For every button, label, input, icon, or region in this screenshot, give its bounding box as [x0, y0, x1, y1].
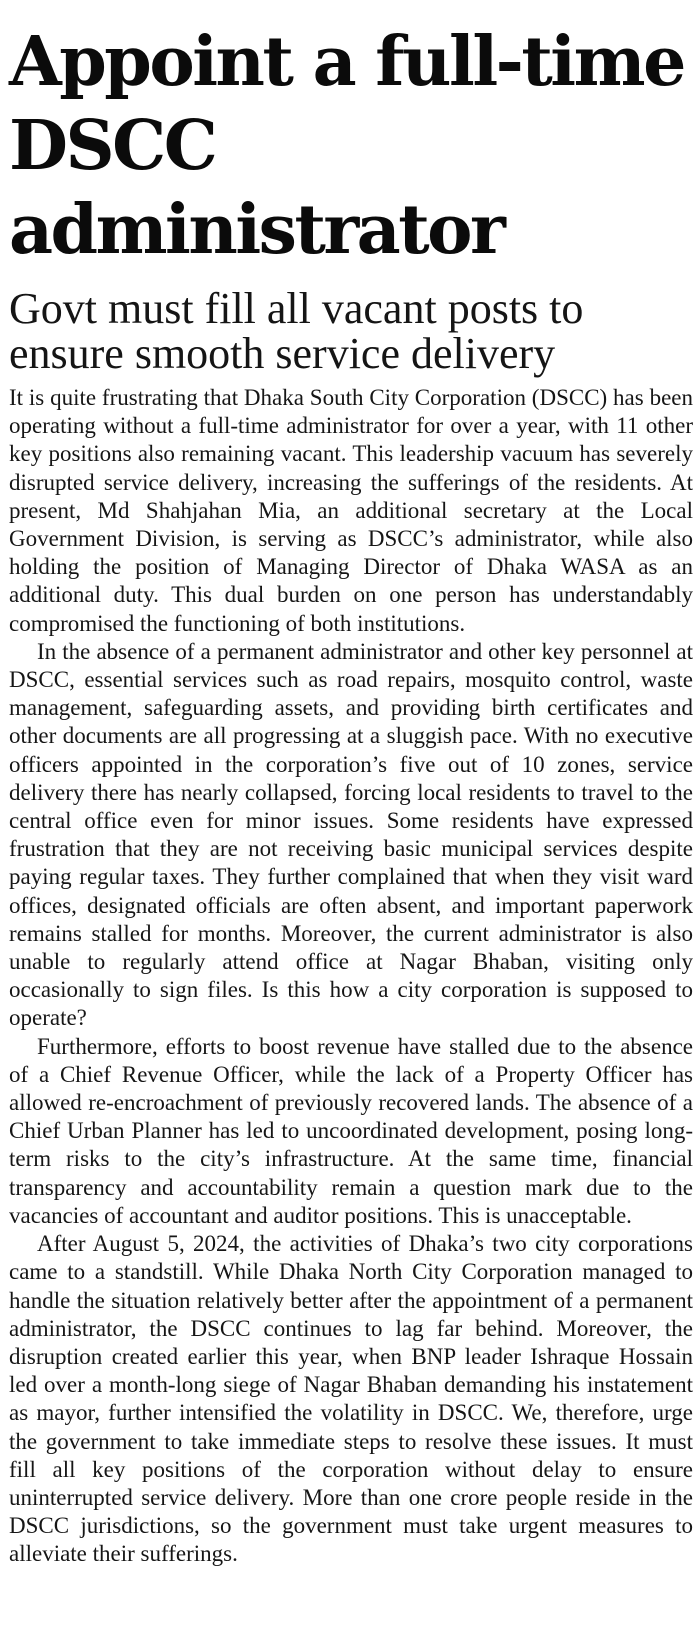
subheadline: Govt must fill all vacant posts to ensure smooth service delivery [9, 284, 584, 378]
headline: Appoint a full-time DSCC administrator [9, 22, 684, 270]
editorial-article [9, 20, 693, 1569]
paragraph-4: After August 5, 2024, the activities of Dhaka’s two city corporations came to a standstill. While Dhaka North City Corporation managed to handle the situation relatively better after the appointment of a permanent administrator, the DSCC continues to lag far behind. Moreover, the disruption created earlier this year, when BNP leader Ishraque Hossain led over a month-long siege of Nagar Bhaban demanding his instatement as mayor, further intensified the volatility in DSCC. We, therefore, urge the government to take immediate steps to resolve these issues. It must fill all key positions of the corporation without delay to ensure uninterrupted service delivery. More than one crore people reside in the DSCC jurisdictions, so the government must take urgent measures to alleviate their sufferings. [9, 1231, 693, 1567]
paragraph-3: Furthermore, efforts to boost revenue have stalled due to the absence of a Chief Revenue Officer, while the lack of a Property Officer has allowed re-encroachment of previously recovered lands. The absence of a Chief Urban Planner has led to uncoordinated development, posing long-term risks to the city’s infrastructure. At the same time, financial transparency and accountability remain a question mark due to the vacancies of accountant and auditor positions. This is unacceptable. [9, 1033, 693, 1228]
paragraph-2: In the absence of a permanent administrator and other key personnel at DSCC, essential services such as road repairs, mosquito control, waste management, safeguarding assets, and providing birth certificates and other documents are all progressing at a sluggish pace. With no executive officers appointed in the corporation’s five out of 10 zones, service delivery there has nearly collapsed, forcing local residents to travel to the central office even for minor issues. Some residents have expressed frustration that they are not receiving basic municipal services despite paying regular taxes. They further complained that when they visit ward offices, designated officials are often absent, and important paperwork remains stalled for months. Moreover, the current administrator is also unable to regularly attend office at Nagar Bhaban, visiting only occasionally to sign files. Is this how a city corporation is supposed to operate? [9, 638, 693, 1031]
paragraph-1: It is quite frustrating that Dhaka South City Corporation (DSCC) has been operating without a full-time administrator for over a year, with 11 other key positions also remaining vacant. This leadership vacuum has severely disrupted service delivery, increasing the sufferings of the residents. At present, Md Shahjahan Mia, an additional secretary at the Local Government Division, is serving as DSCC’s administrator, while also holding the position of Managing Director of Dhaka WASA as an additional duty. This dual burden on one person has understandably compromised the functioning of both institutions. [9, 385, 693, 636]
article-body [9, 384, 693, 1569]
